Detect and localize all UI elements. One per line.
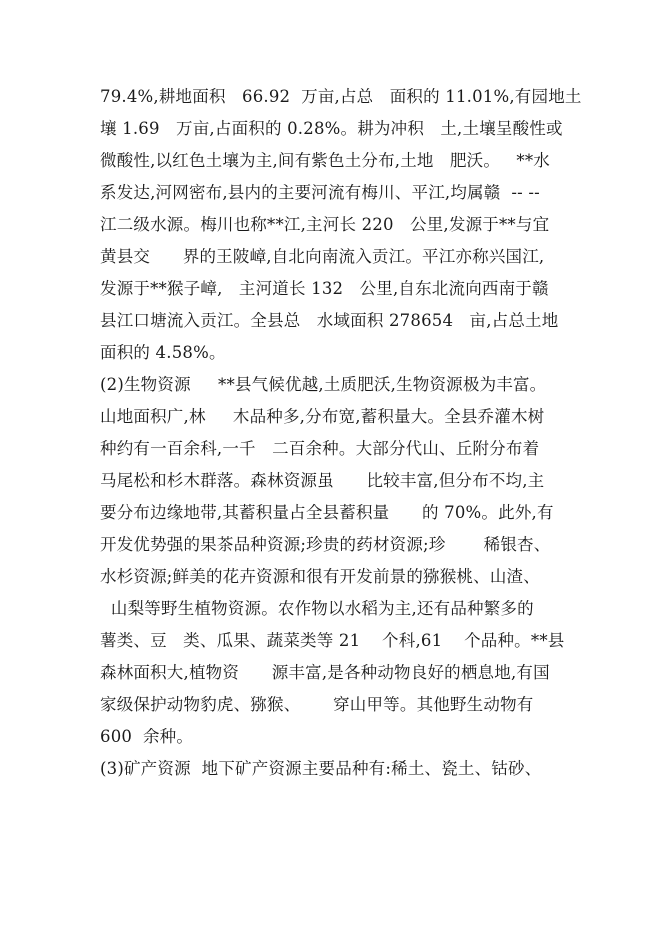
- text-line-7: 发源于**猴子嶂, 主河道长 132 公里,自东北流向西南于赣: [100, 279, 549, 298]
- section-heading-minerals: (3)矿产资源 地下矿产资源主要品种有:稀土、瓷土、钴砂、: [100, 759, 542, 778]
- text-line-11: 山地面积广,林 木品种多,分布宽,蓄积量大。全县乔灌木树: [100, 407, 545, 426]
- text-line-13: 马尾松和杉木群落。森林资源虽 比较丰富,但分布不均,主: [100, 471, 545, 490]
- text-line-20: 家级保护动物豹虎、猕猴、 穿山甲等。其他野生动物有: [100, 695, 534, 714]
- text-line-2: 壤 1.69 万亩,占面积的 0.28%。耕为冲积 土,土壤呈酸性或: [100, 119, 563, 138]
- text-line-16: 水杉资源;鲜美的花卉资源和很有开发前景的猕猴桃、山渣、: [100, 567, 540, 586]
- text-line-21: 600 余种。: [100, 727, 194, 746]
- text-line-19: 森林面积大,植物资 源丰富,是各种动物良好的栖息地,有国: [100, 663, 550, 682]
- text-line-18: 薯类、豆 类、瓜果、蔬菜类等 21 个科,61 个品种。**县: [100, 631, 565, 650]
- text-line-5: 江二级水源。梅川也称**江,主河长 220 公里,发源于**与宜: [100, 215, 550, 234]
- text-line-6: 黄县交 界的王陂嶂,自北向南流入贡江。平江亦称兴国江,: [100, 247, 545, 266]
- text-line-9: 面积的 4.58%。: [100, 343, 226, 362]
- section-heading-biology: (2)生物资源 **县气候优越,土质肥沃,生物资源极为丰富。: [100, 375, 547, 394]
- text-line-14: 要分布边缘地带,其蓄积量占全县蓄积量 的 70%。此外,有: [100, 503, 554, 522]
- text-line-17: 山梨等野生植物资源。农作物以水稻为主,还有品种繁多的: [100, 599, 534, 618]
- text-line-15: 开发优势强的果茶品种资源;珍贵的药材资源;珍 稀银杏、: [100, 535, 551, 554]
- text-line-3: 微酸性,以红色土壤为主,间有紫色土分布,土地 肥沃。 **水: [100, 151, 551, 170]
- text-line-12: 种约有一百余科,一千 二百余种。大部分代山、丘附分布着: [100, 439, 540, 458]
- text-line-4: 系发达,河网密布,县内的主要河流有梅川、平江,均属赣 -- --: [100, 183, 540, 202]
- text-line-1: 79.4%,耕地面积 66.92 万亩,占总 面积的 11.01%,有园地土: [100, 87, 582, 106]
- text-line-8: 县江口塘流入贡江。全县总 水域面积 278654 亩,占总土地: [100, 311, 559, 330]
